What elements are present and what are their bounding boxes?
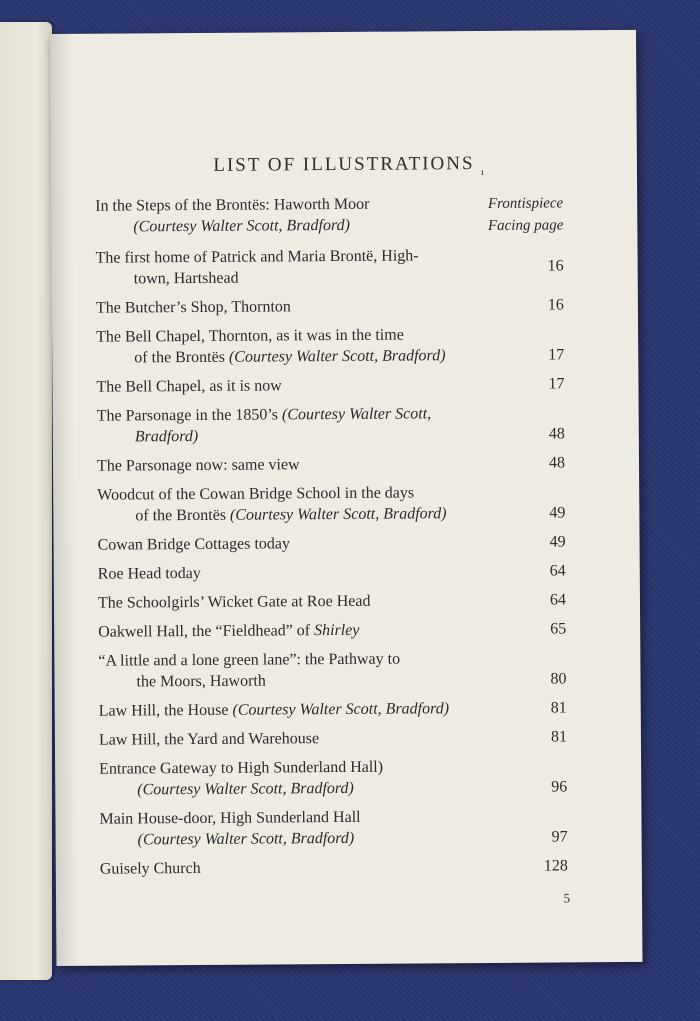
- entry-page: 64: [549, 591, 567, 609]
- stray-mark: ı: [480, 166, 484, 178]
- page-title: LIST OF ILLUSTRATIONS: [213, 153, 475, 176]
- entry-title: The first home of Patrick and Maria Brontë, High-: [95, 247, 419, 267]
- entry-title: Roe Head today: [97, 564, 201, 583]
- entry-credit-cont: Bradford): [134, 427, 199, 446]
- left-page-edge: [0, 22, 52, 980]
- entry-page: 80: [550, 670, 567, 688]
- list-item: [98, 560, 566, 584]
- entry-title: The Parsonage in the 1850’s: [96, 406, 279, 425]
- entry-page: 97: [551, 828, 568, 846]
- list-item: [98, 618, 566, 642]
- entry-page: 64: [549, 562, 566, 580]
- list-item: [95, 192, 563, 239]
- list-item: [97, 531, 565, 555]
- entry-title: The Bell Chapel, Thornton, as it was in the time: [96, 326, 404, 346]
- list-item: [98, 647, 566, 692]
- entry-title: The Bell Chapel, as it is now: [96, 377, 282, 396]
- entry-title: The Parsonage now: same view: [96, 456, 300, 475]
- list-item: [99, 697, 567, 721]
- entry-title: The Schoolgirls’ Wicket Gate at Roe Head: [97, 592, 371, 612]
- entry-page: 48: [548, 425, 565, 443]
- list-item: [96, 373, 564, 397]
- entry-title: Law Hill, the Yard and Warehouse: [98, 730, 320, 749]
- list-item: [97, 402, 565, 447]
- frontispiece-label: Frontispiece: [487, 195, 564, 212]
- entry-title-cont: of the Brontës: [135, 506, 227, 525]
- entry-credit: (Courtesy Walter Scott, Bradford): [133, 216, 350, 236]
- entry-title: Woodcut of the Cowan Bridge School in the days: [97, 484, 415, 504]
- list-item: [97, 481, 565, 526]
- list-item: [99, 805, 567, 850]
- entry-title-cont: town, Hartshead: [133, 269, 239, 288]
- entry-credit: (Courtesy Walter Scott, Bradford): [228, 347, 446, 366]
- entry-title: Entrance Gateway to High Sunderland Hall): [99, 758, 384, 778]
- entry-title: Main House-door, High Sunderland Hall: [99, 808, 361, 828]
- list-item: [96, 294, 564, 318]
- entry-credit: (Courtesy Walter Scott,: [281, 405, 432, 424]
- entry-page: 81: [550, 728, 567, 746]
- entry-credit: (Courtesy Walter Scott, Bradford): [229, 505, 447, 524]
- entry-credit: (Courtesy Walter Scott, Bradford): [137, 829, 355, 849]
- entry-page: 49: [549, 504, 566, 522]
- entry-page: 16: [547, 256, 564, 275]
- entry-title: “A little and a lone green lane”: the Pathway to: [98, 650, 401, 670]
- list-item: [99, 755, 567, 800]
- entry-title: The Butcher’s Shop, Thornton: [95, 298, 291, 317]
- entry-title: Cowan Bridge Cottages today: [97, 535, 291, 554]
- entry-title: Oakwell Hall, the “Fieldhead” of: [98, 622, 311, 641]
- entry-page: 96: [551, 778, 568, 796]
- entry-page: 65: [550, 620, 567, 638]
- entry-title: Guisely Church: [99, 859, 201, 878]
- list-item: [96, 323, 564, 368]
- entry-title-cont: the Moors, Haworth: [136, 672, 266, 691]
- entry-page: 128: [543, 857, 568, 875]
- illustrations-list: [95, 192, 568, 887]
- list-item: [99, 726, 567, 750]
- entry-page: 81: [550, 699, 567, 717]
- list-item: [98, 589, 566, 613]
- entry-credit: (Courtesy Walter Scott, Bradford): [137, 779, 354, 799]
- entry-title-cont: of the Brontës: [134, 348, 225, 367]
- list-item: [100, 855, 568, 879]
- entry-page: 48: [548, 454, 566, 472]
- entry-credit: (Courtesy Walter Scott, Bradford): [232, 700, 450, 719]
- entry-page: 49: [549, 533, 566, 551]
- entry-title: Law Hill, the House: [98, 701, 229, 720]
- list-item: [97, 452, 565, 476]
- entry-title-italic: Shirley: [314, 621, 360, 640]
- entry-page: 17: [548, 346, 565, 364]
- book-page: [50, 30, 642, 966]
- entry-title: In the Steps of the Brontës: Haworth Moor: [95, 195, 370, 215]
- entry-page: 16: [547, 296, 564, 314]
- list-item: [95, 244, 563, 289]
- entry-page: 17: [548, 375, 565, 393]
- facing-page-label: Facing page: [487, 217, 564, 234]
- page-number: 5: [563, 890, 571, 906]
